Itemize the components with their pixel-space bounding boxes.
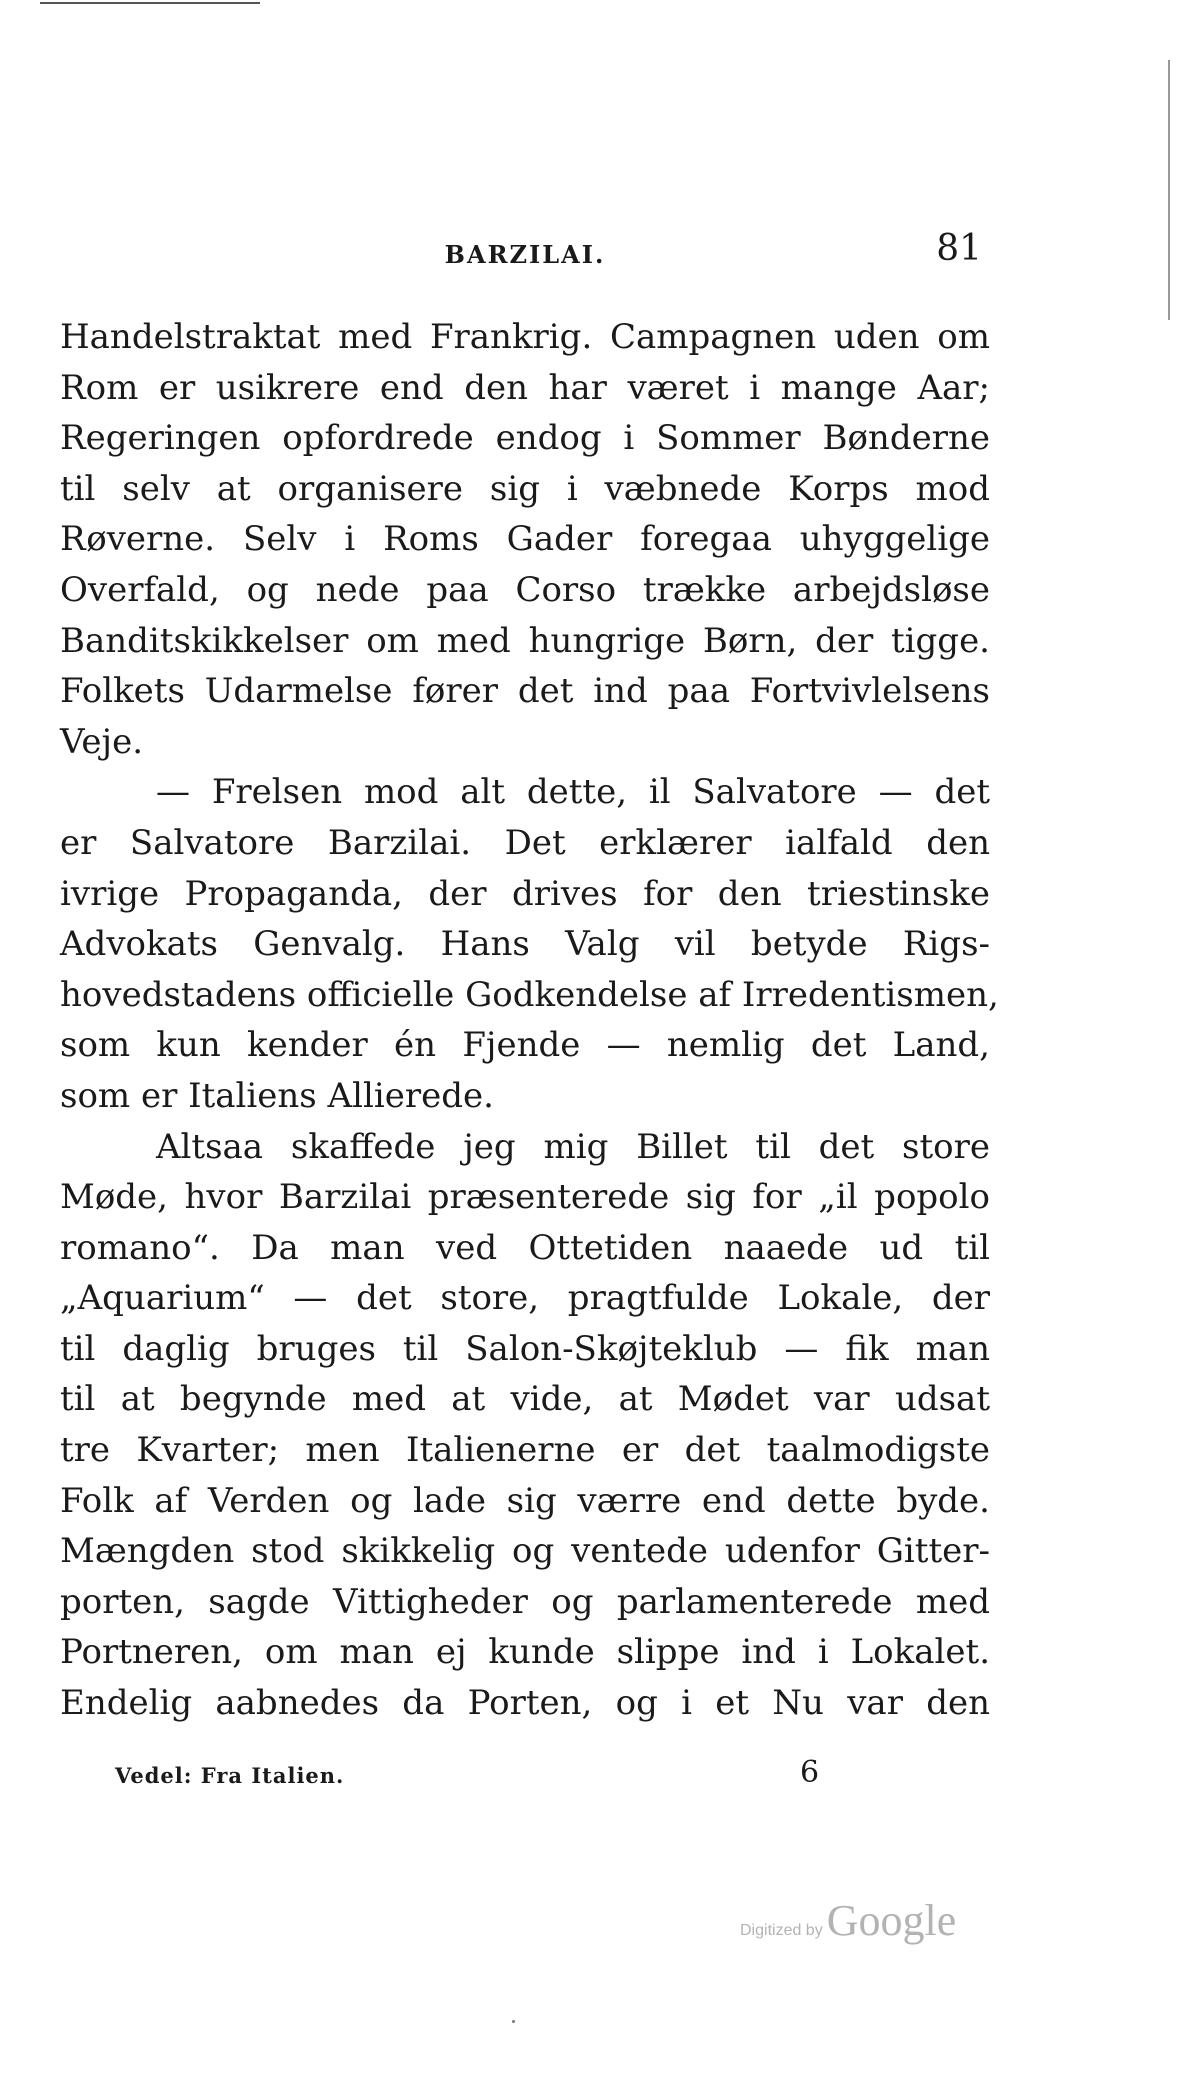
body-text	[60, 312, 999, 1729]
text-line: hovedstadens officielle Godkendelse af Irredentismen,	[60, 974, 999, 1015]
digitization-watermark	[740, 1895, 956, 1946]
text-line: Altsaa skaffede jeg mig Billet til det store	[156, 1126, 990, 1167]
text-line: Endelig aabnedes da Porten, og i et Nu var den	[60, 1683, 990, 1724]
text-line: er Salvatore Barzilai. Det erklærer ialfald den	[60, 822, 990, 863]
text-line: Folk af Verden og lade sig værre end dette byde.	[60, 1480, 990, 1521]
paper-speck	[512, 2020, 515, 2023]
text-line: Røverne. Selv i Roms Gader foregaa uhyggelige	[60, 519, 990, 560]
page-header	[60, 228, 990, 278]
text-line: til daglig bruges til Salon-Skøjteklub — fik man	[60, 1328, 990, 1369]
running-title: BARZILAI.	[444, 240, 606, 269]
text-line: til selv at organisere sig i væbnede Korps mod	[60, 468, 990, 509]
text-line: Rom er usikrere end den har været i mange Aar;	[60, 367, 990, 408]
text-line: tre Kvarter; men Italienerne er det taalmodigste	[60, 1430, 990, 1471]
text-line: Folkets Udarmelse fører det ind paa Fortvivlelsens	[60, 671, 990, 712]
text-line: Regeringen opfordrede endog i Sommer Bønderne	[60, 418, 990, 459]
text-line: som kun kender én Fjende — nemlig det Land,	[60, 1025, 990, 1066]
text-line: Veje.	[60, 721, 144, 762]
text-line: Advokats Genvalg. Hans Valg vil betyde Rigs-	[60, 924, 990, 965]
text-line: Handelstraktat med Frankrig. Campagnen uden om	[60, 317, 990, 357]
text-line: Møde, hvor Barzilai præsenterede sig for „il popolo	[60, 1177, 990, 1218]
book-signature: Vedel: Fra Italien.	[115, 1763, 345, 1788]
text-line: ivrige Propaganda, der drives for den triestinske	[60, 873, 990, 914]
watermark-prefix: Digitized by	[740, 1922, 823, 1939]
text-line: som er Italiens Allierede.	[60, 1075, 494, 1116]
top-rule	[40, 2, 260, 4]
page-number: 81	[936, 228, 982, 269]
text-line: Portneren, om man ej kunde slippe ind i Lokalet.	[60, 1632, 990, 1673]
text-line: — Frelsen mod alt dette, il Salvatore — det	[156, 772, 990, 813]
text-line: Banditskikkelser om med hungrige Børn, der tigge.	[60, 620, 990, 661]
text-line: til at begynde med at vide, at Mødet var udsat	[60, 1379, 990, 1420]
text-line: Mængden stod skikkelig og ventede udenfor Gitter-	[60, 1531, 990, 1572]
signature-mark: 6	[800, 1755, 820, 1790]
page-footer	[60, 1755, 990, 1795]
text-line: romano“. Da man ved Ottetiden naaede ud til	[60, 1227, 990, 1268]
text-line: porten, sagde Vittigheder og parlamenterede med	[60, 1581, 990, 1622]
text-line: „Aquarium“ — det store, pragtfulde Lokale, der	[60, 1278, 990, 1319]
watermark-brand: Google	[826, 1896, 957, 1945]
text-line: Overfald, og nede paa Corso trække arbejdsløse	[60, 569, 990, 610]
page-edge-line	[1168, 60, 1170, 320]
